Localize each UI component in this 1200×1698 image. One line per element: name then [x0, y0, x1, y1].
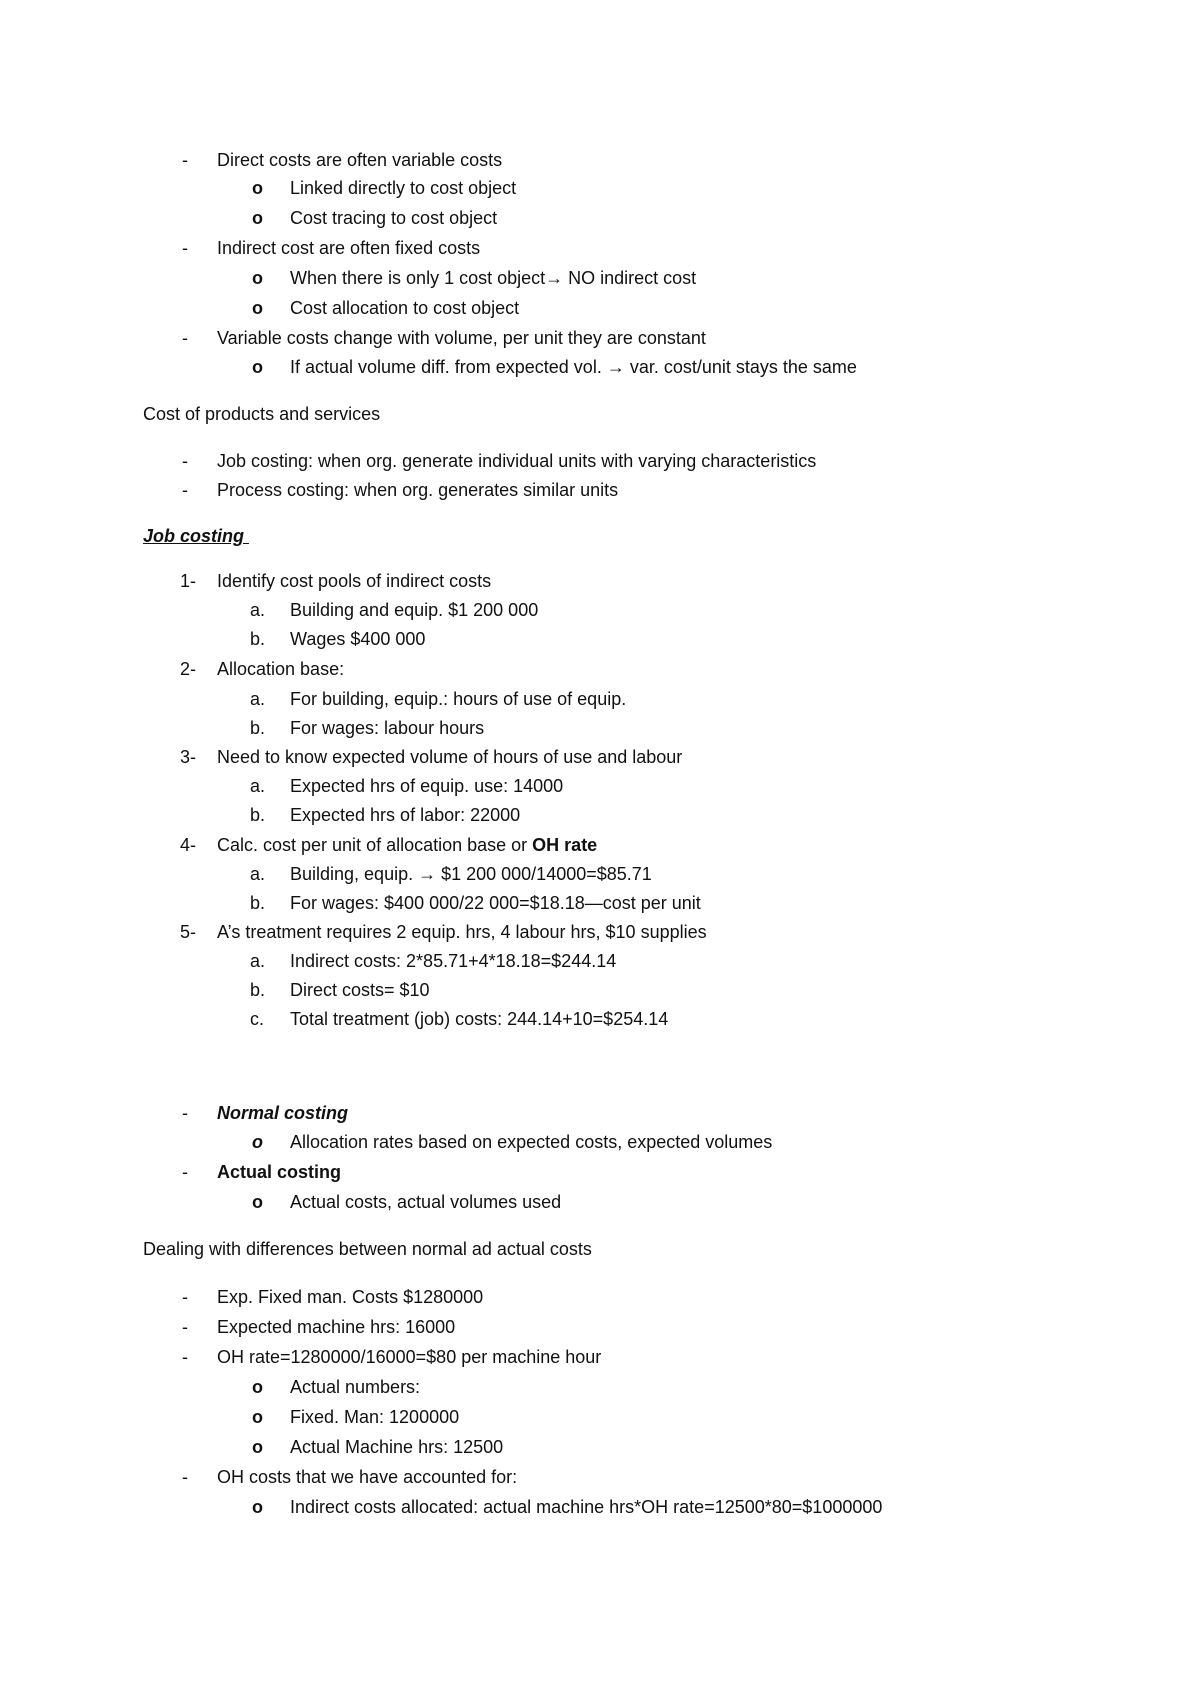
list-item: If actual volume diff. from expected vol. → var. cost/unit stays the same	[290, 357, 857, 377]
section-heading: Cost of products and services	[143, 404, 381, 424]
list-item: Indirect costs allocated: actual machine hrs*OH rate=12500*80=$1000000	[290, 1497, 883, 1517]
sub-letter: a.	[250, 951, 266, 971]
sub-text: Wages $400 000	[290, 629, 426, 649]
sub-text: For wages: labour hours	[290, 718, 485, 738]
sub-text: Expected hrs of equip. use: 14000	[290, 776, 564, 796]
list-dash: -	[182, 150, 188, 170]
list-item: OH costs that we have accounted for:	[217, 1467, 518, 1487]
list-item: Actual Machine hrs: 12500	[290, 1437, 504, 1457]
sub-text: Indirect costs: 2*85.71+4*18.18=$244.14	[290, 951, 617, 971]
list-item: Actual costs, actual volumes used	[290, 1192, 562, 1212]
oh-rate-term: OH rate	[532, 835, 598, 855]
sub-letter: c.	[250, 1009, 265, 1029]
list-item: Linked directly to cost object	[290, 178, 517, 198]
list-item: OH rate=1280000/16000=$80 per machine hour	[217, 1347, 602, 1367]
list-bullet: o	[252, 208, 263, 228]
list-dash: -	[182, 1287, 188, 1307]
list-item: Variable costs change with volume, per unit they are constant	[217, 328, 706, 348]
sub-letter: b.	[250, 980, 266, 1000]
sub-text: Building and equip. $1 200 000	[290, 600, 539, 620]
list-dash: -	[182, 1162, 188, 1182]
list-dash: -	[182, 1347, 188, 1367]
list-bullet: o	[252, 1192, 263, 1212]
step-number: 4-	[180, 835, 197, 855]
normal-costing-label: Normal costing	[217, 1103, 349, 1123]
list-item: Direct costs are often variable costs	[217, 150, 503, 170]
sub-letter: b.	[250, 893, 266, 913]
list-item: Indirect cost are often fixed costs	[217, 238, 481, 258]
list-bullet: o	[252, 268, 263, 288]
list-dash: -	[182, 480, 188, 500]
step-text: Identify cost pools of indirect costs	[217, 571, 492, 591]
step-number: 5-	[180, 922, 197, 942]
list-item: Actual numbers:	[290, 1377, 421, 1397]
step-number: 2-	[180, 659, 197, 679]
step-text: A’s treatment requires 2 equip. hrs, 4 labour hrs, $10 supplies	[217, 922, 707, 942]
list-item: Fixed. Man: 1200000	[290, 1407, 460, 1427]
list-bullet: o	[252, 1407, 263, 1427]
sub-letter: a.	[250, 864, 266, 884]
sub-letter: a.	[250, 689, 266, 709]
list-bullet: o	[252, 1377, 263, 1397]
step-text	[217, 834, 597, 856]
list-dash: -	[182, 451, 188, 471]
list-item: Cost tracing to cost object	[290, 208, 498, 228]
list-bullet: o	[252, 298, 263, 318]
list-bullet: o	[252, 1497, 263, 1517]
sub-letter: a.	[250, 776, 266, 796]
step-text: Allocation base:	[217, 659, 345, 679]
sub-letter: a.	[250, 600, 266, 620]
list-item: Allocation rates based on expected costs, expected volumes	[290, 1132, 773, 1152]
sub-letter: b.	[250, 805, 266, 825]
actual-costing-label: Actual costing	[217, 1162, 342, 1182]
section-heading: Dealing with differences between normal ad actual costs	[143, 1239, 592, 1259]
list-item: When there is only 1 cost object→ NO indirect cost	[290, 268, 697, 288]
list-item: Exp. Fixed man. Costs $1280000	[217, 1287, 484, 1307]
list-bullet: o	[252, 178, 263, 198]
list-dash: -	[182, 328, 188, 348]
list-item: Process costing: when org. generates similar units	[217, 480, 619, 500]
list-bullet: o	[252, 357, 263, 377]
sub-letter: b.	[250, 718, 266, 738]
list-dash: -	[182, 1317, 188, 1337]
step-number: 3-	[180, 747, 197, 767]
list-item: Cost allocation to cost object	[290, 298, 520, 318]
list-bullet: o	[252, 1437, 263, 1457]
list-item: Job costing: when org. generate individual units with varying characteristics	[217, 451, 817, 471]
step-text-plain: Calc. cost per unit of allocation base or	[217, 835, 533, 855]
list-bullet: o	[252, 1132, 263, 1152]
sub-text: Expected hrs of labor: 22000	[290, 805, 521, 825]
sub-text: For building, equip.: hours of use of equip.	[290, 689, 627, 709]
sub-text: Building, equip. → $1 200 000/14000=$85.71	[290, 864, 652, 884]
sub-text: For wages: $400 000/22 000=$18.18—cost per unit	[290, 893, 701, 913]
sub-letter: b.	[250, 629, 266, 649]
sub-text: Total treatment (job) costs: 244.14+10=$254.14	[290, 1009, 669, 1029]
list-dash: -	[182, 238, 188, 258]
list-dash: -	[182, 1467, 188, 1487]
step-text: Need to know expected volume of hours of use and labour	[217, 747, 683, 767]
step-number: 1-	[180, 571, 197, 591]
sub-text: Direct costs= $10	[290, 980, 430, 1000]
list-item: Expected machine hrs: 16000	[217, 1317, 456, 1337]
list-dash: -	[182, 1103, 188, 1123]
job-costing-heading: Job costing	[143, 526, 250, 546]
